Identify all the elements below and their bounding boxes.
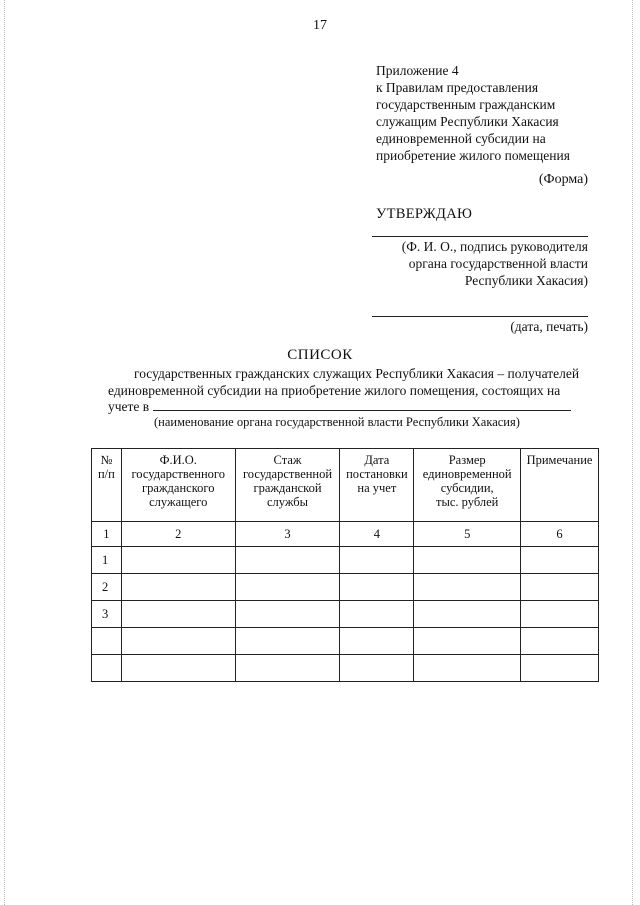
header-text: гражданского: [141, 481, 215, 495]
left-margin-dots: [4, 0, 7, 905]
table-cell: [414, 655, 521, 682]
table-cell: [340, 655, 414, 682]
header-text: службы: [266, 495, 309, 509]
appendix-line: к Правилам предоставления: [376, 80, 539, 95]
header-text: тыс. рублей: [436, 495, 499, 509]
table-header-row: [92, 449, 599, 522]
org-name-line: [153, 400, 571, 411]
row-index: 1: [92, 547, 122, 574]
row-index: 3: [92, 601, 122, 628]
table-cell: [414, 628, 521, 655]
table-cell: [235, 601, 340, 628]
table-row: [92, 628, 599, 655]
table-row: [92, 574, 599, 601]
signature-caption: [348, 238, 588, 289]
form-label: (Форма): [538, 172, 588, 187]
approve-title: УТВЕРЖДАЮ: [376, 206, 473, 222]
table-cell: [121, 547, 235, 574]
table-cell: [521, 574, 599, 601]
header-text: единовременной: [422, 467, 512, 481]
appendix-line: Приложение 4: [376, 63, 459, 78]
header-cell-number: [92, 449, 122, 522]
table-cell: [121, 601, 235, 628]
table-cell: [340, 547, 414, 574]
subtitle-line: единовременной субсидии на приобретение жилого помещения, состоящих на: [108, 382, 561, 398]
header-cell-name: [121, 449, 235, 522]
header-cell-note: [521, 449, 599, 522]
column-number: 1: [92, 522, 122, 547]
table-cell: [521, 547, 599, 574]
header-cell-amount: [414, 449, 521, 522]
header-cell-experience: [235, 449, 340, 522]
table-cell: [340, 628, 414, 655]
signature-caption-line: органа государственной власти: [408, 256, 588, 271]
header-text: постановки: [346, 467, 408, 481]
table-cell: [121, 628, 235, 655]
header-text: на учет: [357, 481, 397, 495]
header-text: Дата: [364, 453, 390, 467]
column-number-row: [92, 522, 599, 547]
table-cell: [121, 574, 235, 601]
header-text: Стаж: [273, 453, 302, 467]
signature-line: [372, 236, 588, 237]
appendix-block: [376, 62, 606, 164]
appendix-line: служащим Республики Хакасия: [376, 114, 559, 129]
table-cell: [121, 655, 235, 682]
header-text: №: [100, 453, 113, 467]
table-cell: [235, 655, 340, 682]
page-number: 17: [313, 18, 327, 33]
subtitle-prefix: учете в: [108, 399, 150, 414]
table-cell: [235, 547, 340, 574]
table-row: [92, 601, 599, 628]
column-number: 5: [414, 522, 521, 547]
column-number: 4: [340, 522, 414, 547]
header-text: Примечание: [526, 453, 593, 467]
table-cell: [521, 655, 599, 682]
row-index: [92, 655, 122, 682]
table-cell: [414, 601, 521, 628]
column-number: 3: [235, 522, 340, 547]
table-cell: [521, 628, 599, 655]
header-text: служащего: [149, 495, 208, 509]
appendix-line: единовременной субсидии на: [376, 131, 546, 146]
row-index: 2: [92, 574, 122, 601]
table-cell: [414, 547, 521, 574]
subtitle-line: [108, 399, 590, 416]
table-cell: [235, 574, 340, 601]
table-cell: [235, 628, 340, 655]
table-cell: [340, 574, 414, 601]
subtitle-line: государственных гражданских служащих Республики Хакасия – получателей: [134, 366, 580, 381]
table-row: [92, 547, 599, 574]
table-cell: [340, 601, 414, 628]
header-text: Ф.И.О.: [159, 453, 197, 467]
header-text: гражданской: [253, 481, 322, 495]
right-margin-dots: [632, 0, 635, 905]
org-caption: (наименование органа государственной власти Республики Хакасия): [154, 415, 520, 429]
column-number: 6: [521, 522, 599, 547]
appendix-line: приобретение жилого помещения: [376, 148, 570, 163]
recipients-table: [91, 448, 599, 682]
column-number: 2: [121, 522, 235, 547]
row-index: [92, 628, 122, 655]
header-text: государственной: [242, 467, 333, 481]
header-text: п/п: [97, 467, 115, 481]
date-caption: (дата, печать): [510, 319, 588, 334]
header-cell-date: [340, 449, 414, 522]
appendix-line: государственным гражданским: [376, 97, 556, 112]
date-line: [372, 316, 588, 317]
signature-caption-line: (Ф. И. О., подпись руководителя: [401, 239, 588, 254]
table-cell: [521, 601, 599, 628]
header-text: государственного: [131, 467, 225, 481]
table-row: [92, 655, 599, 682]
header-text: Размер: [448, 453, 486, 467]
header-text: субсидии,: [440, 481, 494, 495]
list-subtitle: [108, 366, 590, 416]
list-title: СПИСОК: [287, 347, 353, 363]
table-cell: [414, 574, 521, 601]
signature-caption-line: Республики Хакасия): [464, 273, 588, 288]
